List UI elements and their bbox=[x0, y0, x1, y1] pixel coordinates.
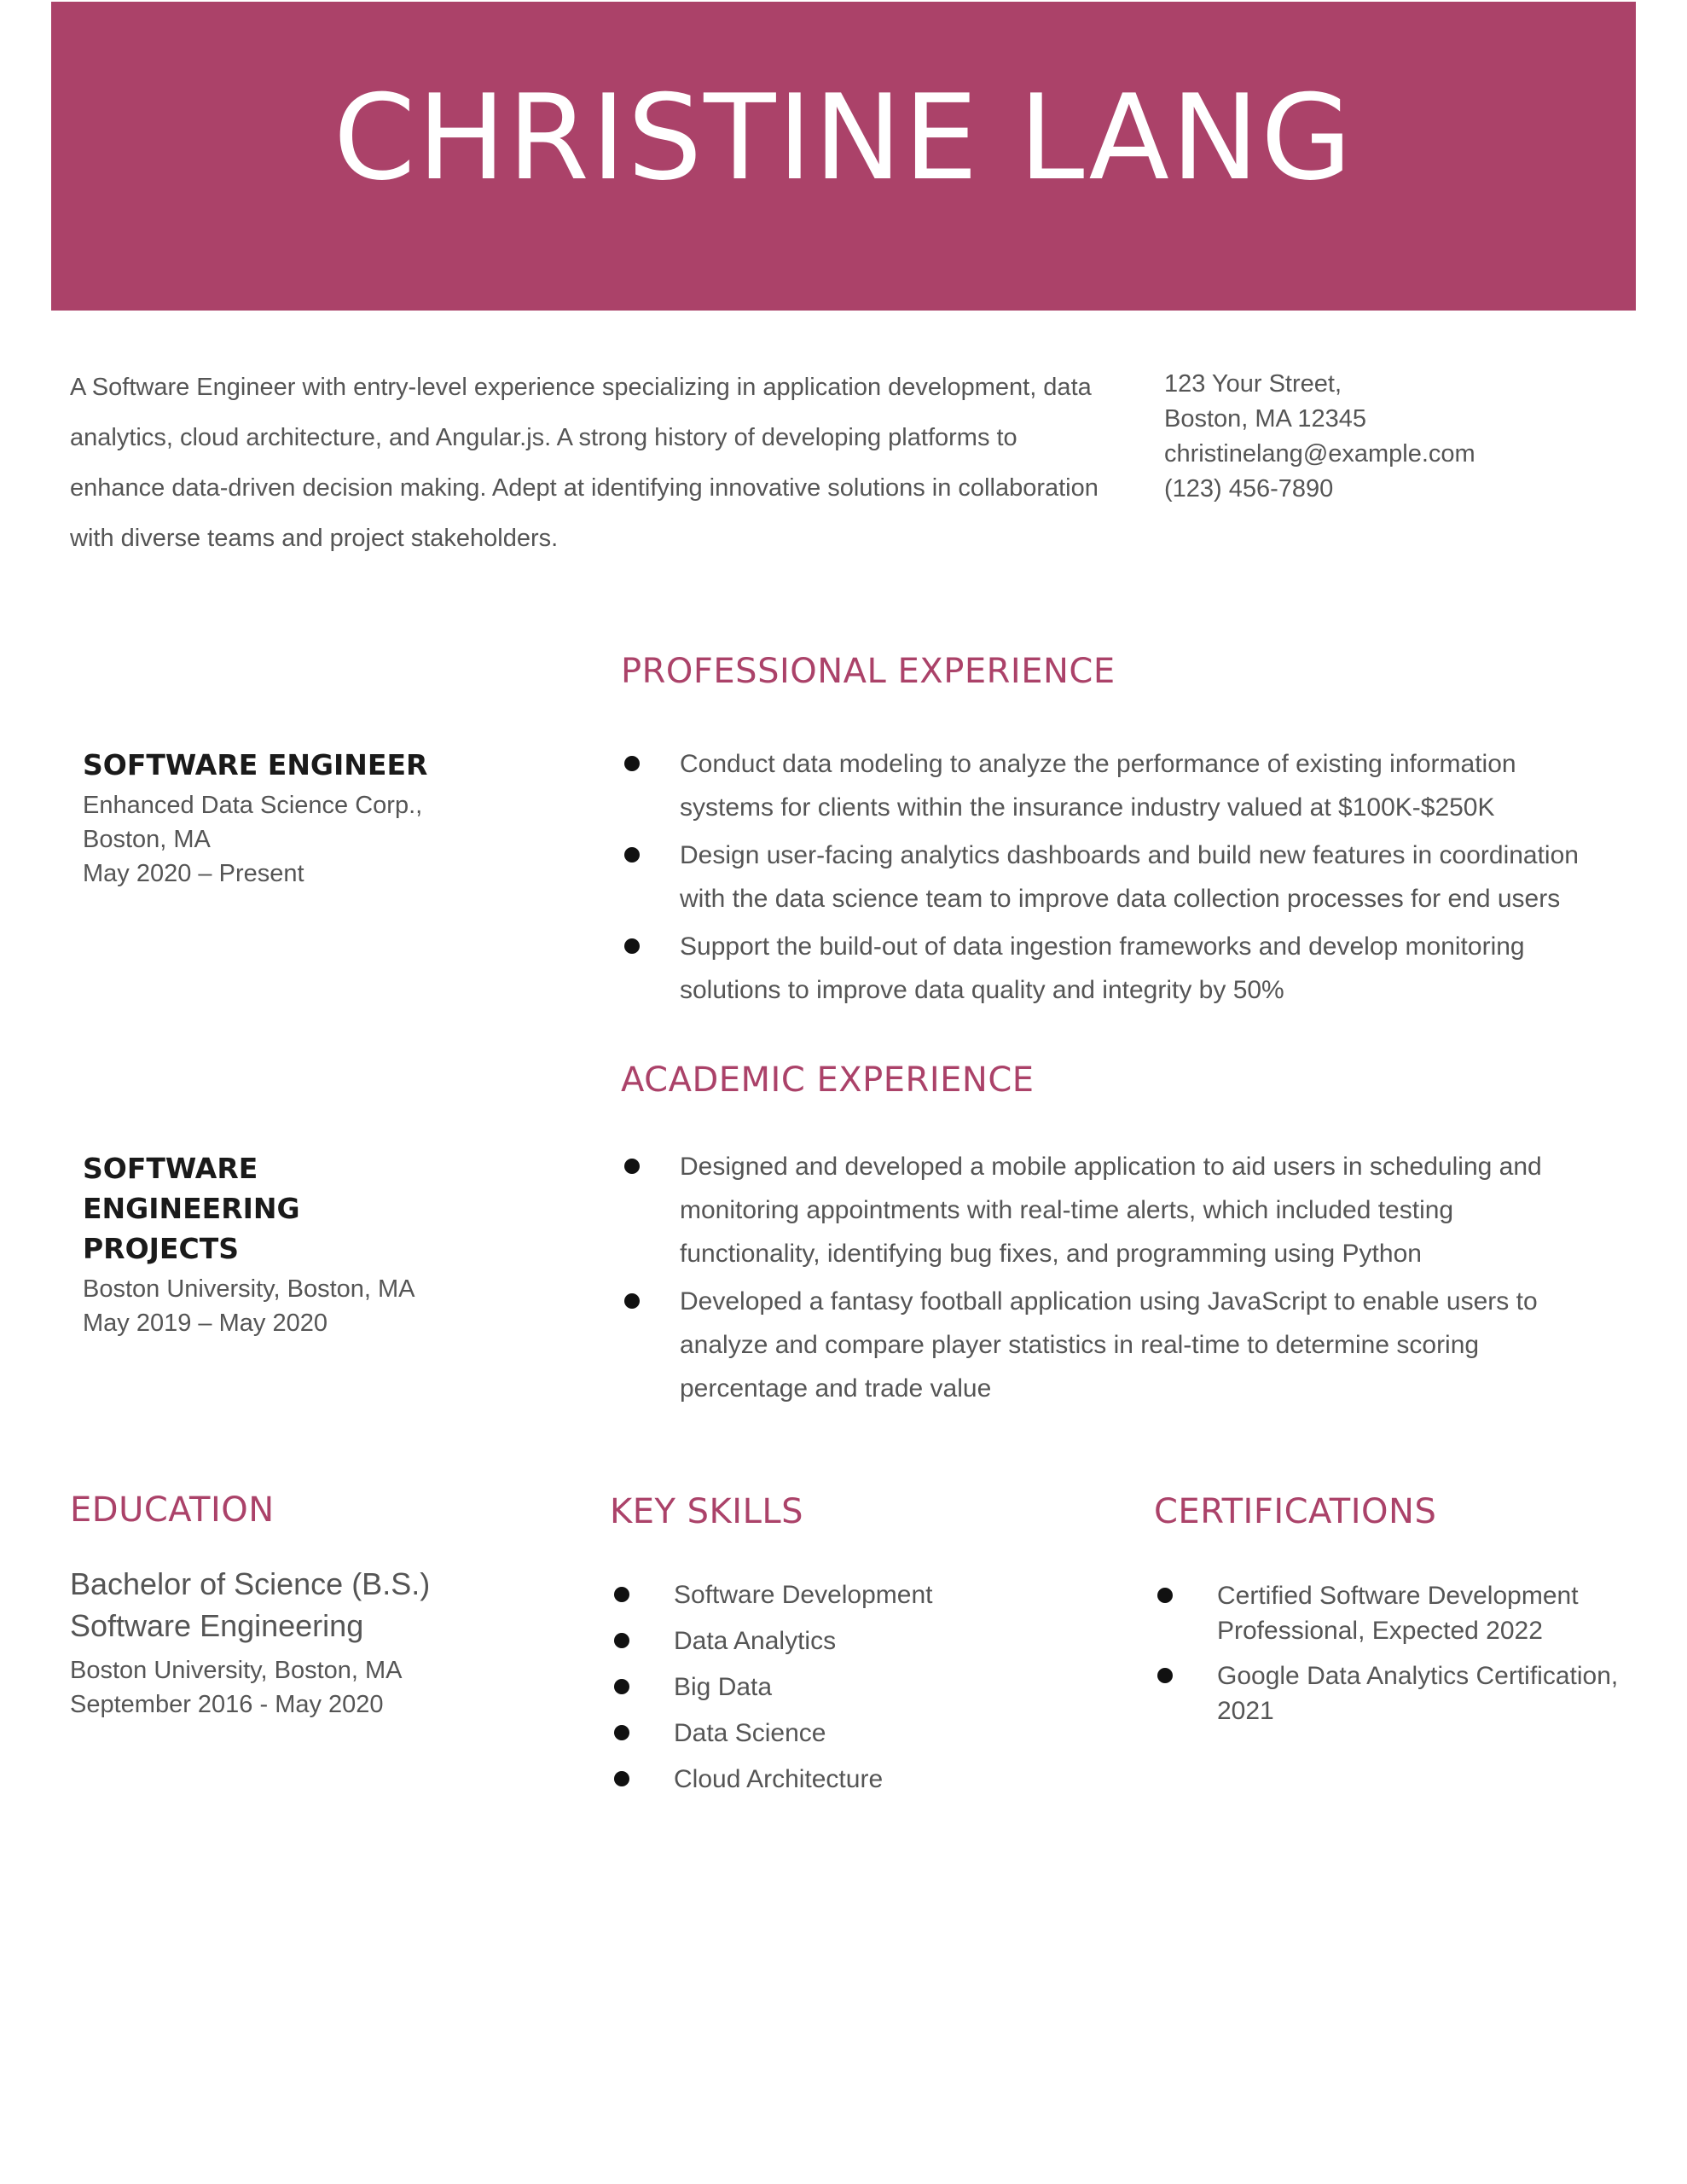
bullet-icon bbox=[624, 1159, 640, 1174]
bullet-icon bbox=[624, 1293, 640, 1309]
education-heading: EDUCATION bbox=[70, 1490, 275, 1530]
list-item: Developed a fantasy football application using JavaScript to enable users to analyze and compare player statistics in real-time to determine scoring percentage and trade value bbox=[624, 1280, 1597, 1410]
professional-bullets bbox=[624, 742, 1597, 1016]
list-item: Big Data bbox=[614, 1664, 1092, 1711]
academic-bullets bbox=[624, 1145, 1597, 1414]
job-location: Boston, MA bbox=[83, 826, 211, 853]
list-item: Software Development bbox=[614, 1572, 1092, 1618]
academic-institution: Boston University, Boston, MA bbox=[83, 1275, 415, 1303]
list-item: Cloud Architecture bbox=[614, 1757, 1092, 1803]
bullet-icon bbox=[1157, 1668, 1173, 1683]
contact-block bbox=[1164, 367, 1608, 507]
bullet-icon bbox=[624, 938, 640, 954]
list-item: Support the build-out of data ingestion frameworks and develop monitoring solutions to improve data quality and integrity by 50% bbox=[624, 925, 1597, 1012]
list-item: Data Science bbox=[614, 1711, 1092, 1757]
bullet-icon bbox=[614, 1725, 629, 1740]
job-role: SOFTWARE ENGINEER bbox=[83, 748, 428, 781]
bullet-icon bbox=[1157, 1588, 1173, 1603]
academic-dates: May 2019 – May 2020 bbox=[83, 1310, 328, 1337]
education-dates: September 2016 - May 2020 bbox=[70, 1691, 384, 1718]
academic-experience-heading: ACADEMIC EXPERIENCE bbox=[621, 1060, 1035, 1100]
skills-list bbox=[614, 1572, 1092, 1803]
list-item: Data Analytics bbox=[614, 1618, 1092, 1664]
summary: A Software Engineer with entry-level experience specializing in application development, data analytics, cloud architecture, and Angular.js. A strong history of developing platforms to enhance data-driven decision making. Adept at identifying innovative solutions in collaboration with diverse teams and project stakeholders. bbox=[70, 374, 1099, 552]
list-item: Conduct data modeling to analyze the performance of existing information systems for clients within the insurance industry valued at $100K-$250K bbox=[624, 742, 1597, 829]
bullet-icon bbox=[614, 1587, 629, 1602]
contact-city: Boston, MA 12345 bbox=[1164, 405, 1366, 433]
contact-street: 123 Your Street, bbox=[1164, 370, 1342, 398]
bullet-icon bbox=[624, 847, 640, 863]
academic-job bbox=[83, 1148, 458, 1340]
education-school: Boston University, Boston, MA bbox=[70, 1657, 403, 1684]
bullet-icon bbox=[614, 1679, 629, 1694]
job-dates: May 2020 – Present bbox=[83, 860, 304, 887]
education-block bbox=[70, 1563, 548, 1722]
certifications-heading: CERTIFICATIONS bbox=[1154, 1492, 1437, 1531]
bullet-icon bbox=[624, 756, 640, 771]
contact-phone[interactable]: (123) 456-7890 bbox=[1164, 475, 1334, 502]
bullet-icon bbox=[614, 1771, 629, 1786]
list-item: Google Data Analytics Certification, 2021 bbox=[1157, 1658, 1635, 1728]
key-skills-heading: KEY SKILLS bbox=[610, 1492, 804, 1531]
job-company: Enhanced Data Science Corp., bbox=[83, 792, 423, 819]
education-major: Software Engineering bbox=[70, 1608, 364, 1643]
professional-job bbox=[83, 745, 526, 891]
list-item: Designed and developed a mobile application to aid users in scheduling and monitoring appointments with real-time alerts, which included testing functionality, identifying bug fixes, and programming using Python bbox=[624, 1145, 1597, 1275]
candidate-name: CHRISTINE LANG bbox=[333, 69, 1354, 206]
academic-role: SOFTWARE ENGINEERING PROJECTS bbox=[83, 1152, 300, 1265]
certifications-list bbox=[1157, 1578, 1635, 1739]
list-item: Certified Software Development Professional, Expected 2022 bbox=[1157, 1578, 1635, 1648]
education-degree: Bachelor of Science (B.S.) bbox=[70, 1566, 431, 1601]
bullet-icon bbox=[614, 1633, 629, 1648]
professional-experience-heading: PROFESSIONAL EXPERIENCE bbox=[621, 652, 1116, 691]
contact-email[interactable]: christinelang@example.com bbox=[1164, 440, 1475, 468]
header-banner bbox=[51, 2, 1636, 311]
list-item: Design user-facing analytics dashboards and build new features in coordination with the data science team to improve data collection processes for end users bbox=[624, 834, 1597, 921]
